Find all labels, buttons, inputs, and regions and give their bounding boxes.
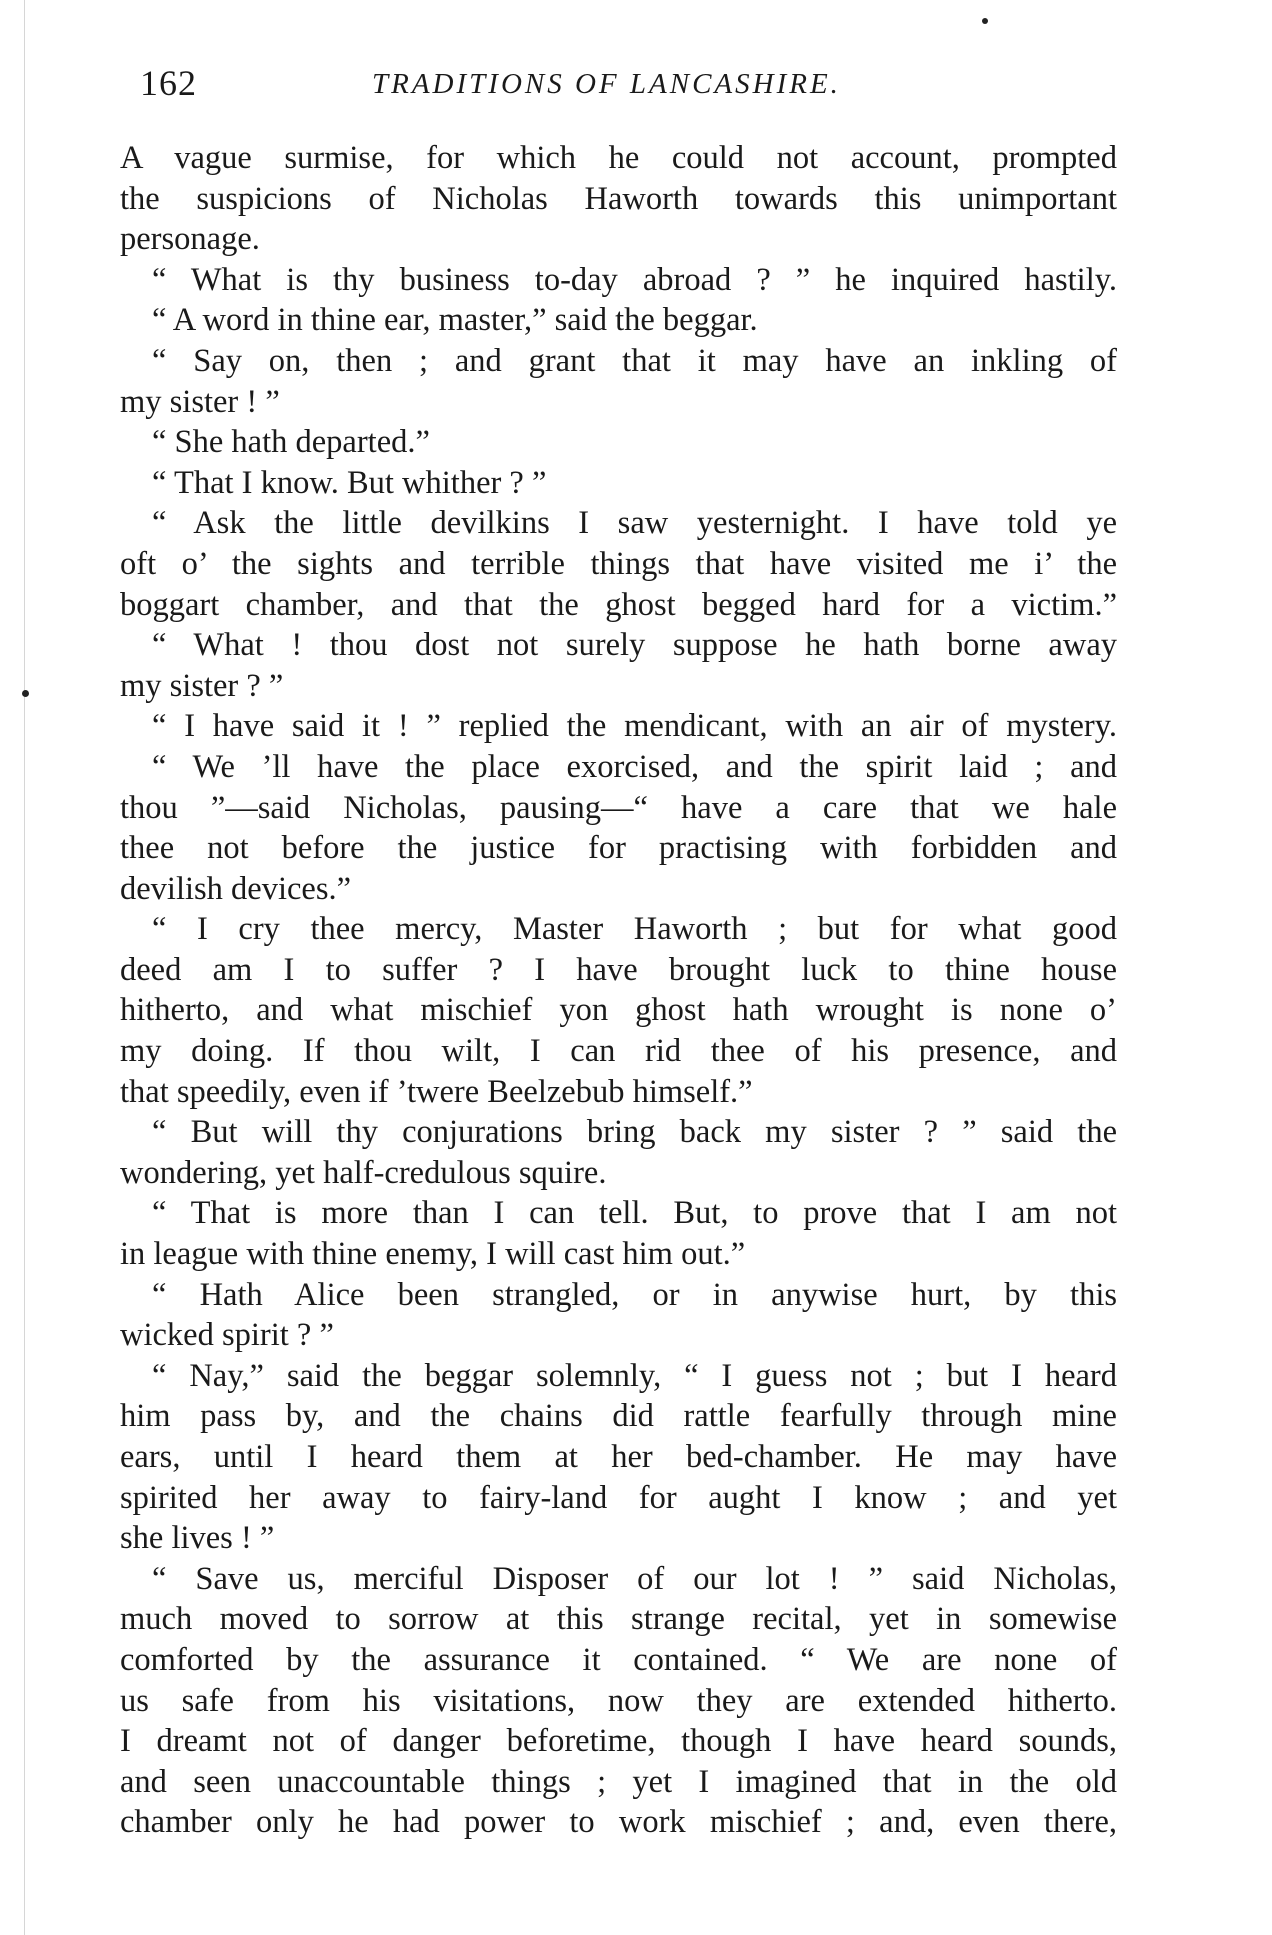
text-line: I dreamt not of danger beforetime, though I have heard sounds,	[120, 1723, 1117, 1760]
text-line: A vague surmise, for which he could not account, prompted	[120, 140, 1117, 176]
text-line: deed am I to suffer ? I have brought luck to thine house	[120, 951, 1117, 988]
text-line: thou ”—said Nicholas, pausing—“ have a care that we hale	[120, 789, 1117, 826]
page-number: 162	[140, 63, 197, 103]
text-line: comforted by the assurance it contained. “ We are none of	[120, 1641, 1117, 1678]
text-line: “ That is more than I can tell. But, to prove that I am not	[152, 1195, 1117, 1232]
text-line: boggart chamber, and that the ghost begged hard for a victim.”	[120, 586, 1117, 623]
page-header	[140, 58, 1120, 110]
running-head: TRADITIONS OF LANCASHIRE.	[372, 68, 841, 100]
print-speck	[982, 18, 988, 24]
text-line: “ I have said it ! ” replied the mendicant, with an air of mystery.	[152, 708, 1117, 745]
text-line: chamber only he had power to work mischief ; and, even there,	[120, 1804, 1117, 1841]
body-text	[120, 138, 1117, 1843]
print-speck	[22, 690, 29, 697]
text-line: and seen unaccountable things ; yet I imagined that in the old	[120, 1763, 1117, 1800]
text-line: wondering, yet half-credulous squire.	[120, 1154, 607, 1191]
text-line: “ She hath departed.”	[152, 424, 430, 461]
text-line: that speedily, even if ’twere Beelzebub himself.”	[120, 1073, 753, 1110]
text-line: much moved to sorrow at this strange recital, yet in somewise	[120, 1601, 1117, 1638]
text-line: “ What ! thou dost not surely suppose he hath borne away	[152, 627, 1117, 664]
text-line: personage.	[120, 221, 260, 258]
text-line: us safe from his visitations, now they are extended hitherto.	[120, 1682, 1117, 1719]
text-line: “ I cry thee mercy, Master Haworth ; but for what good	[152, 911, 1117, 948]
text-line: “ Nay,” said the beggar solemnly, “ I guess not ; but I heard	[152, 1357, 1117, 1394]
gutter-edge	[24, 0, 25, 1935]
text-line: wicked spirit ? ”	[120, 1317, 334, 1354]
text-line: thee not before the justice for practising with forbidden and	[120, 830, 1117, 867]
text-line: the suspicions of Nicholas Haworth towards this unimportant	[120, 180, 1117, 217]
text-line: oft o’ the sights and terrible things that have visited me i’ the	[120, 545, 1117, 582]
text-line: him pass by, and the chains did rattle fearfully through mine	[120, 1398, 1117, 1435]
text-line: “ Say on, then ; and grant that it may have an inkling of	[152, 342, 1117, 379]
text-line: “ Save us, merciful Disposer of our lot ! ” said Nicholas,	[152, 1560, 1117, 1597]
text-line: my sister ? ”	[120, 667, 284, 704]
text-line: “ Hath Alice been strangled, or in anywise hurt, by this	[152, 1276, 1117, 1313]
text-line: “ A word in thine ear, master,” said the beggar.	[152, 302, 758, 339]
text-line: hitherto, and what mischief yon ghost hath wrought is none o’	[120, 992, 1117, 1029]
text-line: in league with thine enemy, I will cast him out.”	[120, 1236, 746, 1273]
text-line: she lives ! ”	[120, 1520, 275, 1557]
text-line: “ We ’ll have the place exorcised, and the spirit laid ; and	[152, 748, 1117, 785]
text-line: “ That I know. But whither ? ”	[152, 464, 547, 501]
text-line: “ What is thy business to-day abroad ? ” he inquired hastily.	[152, 261, 1117, 298]
text-line: “ But will thy conjurations bring back my sister ? ” said the	[152, 1114, 1117, 1151]
text-line: “ Ask the little devilkins I saw yesternight. I have told ye	[152, 505, 1117, 542]
text-line: spirited her away to fairy-land for aught I know ; and yet	[120, 1479, 1117, 1516]
text-line: ears, until I heard them at her bed-chamber. He may have	[120, 1439, 1117, 1475]
text-line: my sister ! ”	[120, 383, 280, 420]
text-line: devilish devices.”	[120, 870, 352, 907]
text-line: my doing. If thou wilt, I can rid thee of his presence, and	[120, 1033, 1117, 1070]
